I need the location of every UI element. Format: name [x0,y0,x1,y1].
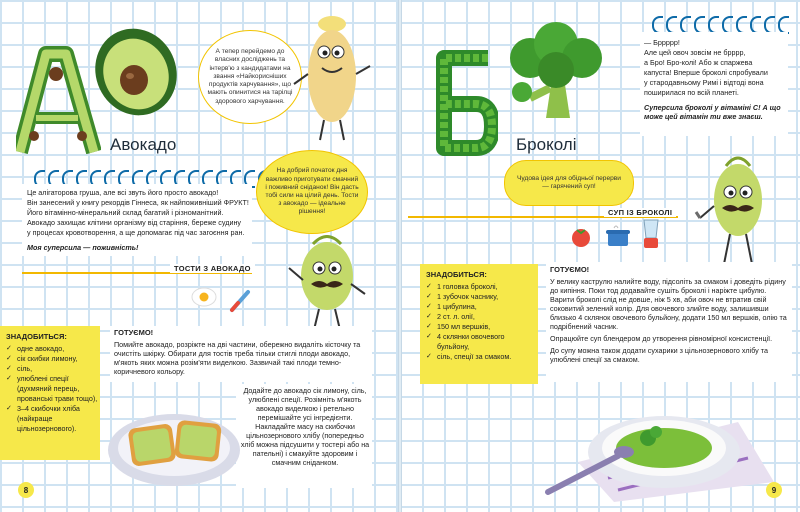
intro-line: поширилася по всій планеті. [644,88,739,97]
cooking-pot-icon [604,224,632,250]
ingredient-item: ✓ одне авокадо, [6,344,98,354]
intro-line: а Бро! Бро-колі! Або ж спаржева [644,58,753,67]
speech-bubble-intro [198,30,302,124]
step-text: Помийте авокадо, розріжте на дві частини, обережно видаліть кісточку та очистіть шкірку. Обирати для тостів треба тільки стиглі плоди авокадо, м'якоть яких можна розім'яти виделкою. Зазвичай такі плоди темно-коричневого кольору. [114,340,361,376]
avocado-letter-illustration [16,44,101,154]
page-number-left: 8 [18,482,34,498]
avocado-half-illustration [90,20,182,120]
intro-line: у процесах кровотворення, а ще допомагає під час загоєння ран. [27,228,245,237]
egg-icon [190,286,218,308]
avocado-steps-a [114,328,370,377]
broccoli-steps [550,265,790,365]
ingredient-item: ✓ 150 мл вершків, [426,322,536,332]
book-spine [398,0,402,512]
ingredient-item: ✓ 1 зубочок часнику, [426,292,536,302]
avocado-superpower: Моя суперсила — поживність! [27,243,139,252]
ingredient-item: ✓ сіль, [6,364,98,374]
ingredients-right [426,270,536,362]
intro-line: Це алігаторова груша, але всі звуть його просто авокадо! [27,188,219,197]
ingredient-item: ✓ 1 головка броколі, [426,282,536,292]
step-text: Додайте до авокадо сік лимону, сіль, улюблені спеції. Розімніть м'якоть авокадо виделкою і ретельно перемішайте усі інгредієнти. Накладайте масу на скибочки цільнозернового хлібу (попередньо хліб можна підсушити у тостері або на пательні) і смакуйте здоровим і смачним сніданком. [240,386,370,467]
intro-line: Він занесений у книгу рекордів Гіннеса, як найпоживніший ФРУКТ! [27,198,249,207]
blender-icon [640,218,662,250]
avocado-title: Авокадо [110,135,177,154]
ingredients-title: ЗНАДОБИТЬСЯ: [426,270,487,279]
avocado-steps-b [240,386,370,468]
broccoli-character-illustration [692,142,782,272]
step-text: До супу можна також додати сухарики з цільнозернового хлібу та улюблені спеції за смаком. [550,346,768,364]
intro-line: у стародавньому Римі і відтоді вона [644,78,764,87]
cook-title: ГОТУЄМО! [550,265,590,274]
ingredient-item: ✓ 4 склянки овочевого бульйону, [426,332,536,352]
intro-line: капуста! Вперше броколі спробували [644,68,768,77]
speech-bubble-intro-text: А тепер перейдемо до власних досліджень та інтерв'ю з кандидатами на звання «Найкорисніших продуктів харчування», що мають опинитися на тарілці здорового харчування. [207,48,293,105]
ingredients-title: ЗНАДОБИТЬСЯ: [6,332,67,341]
knife-icon [228,288,254,314]
ingredients-list [6,344,98,434]
ingredient-item: ✓ 3–4 скибочки хліба (найкраще цільнозернового). [6,404,98,434]
ingredient-item: ✓ улюблені спеції (духмяний перець, прованські трави тощо), [6,374,98,404]
tomato-icon [570,226,592,248]
speech-bubble-breakfast-text: На добрий початок дня важливо приготувати смачний і поживний сніданок! Він дасть тобі сили на цілий день. Тости з авокадо — ідеальне рішення! [265,167,359,216]
ingredient-item: ✓ 1 цибулина, [426,302,536,312]
root-vegetable-character-illustration [290,14,380,144]
broccoli-soup-plate-illustration [538,392,778,502]
ingredients-left [6,332,98,434]
cook-title: ГОТУЄМО! [114,328,154,337]
intro-line: Авокадо захищає клітини організму від старіння, береже судину [27,218,242,227]
ingredient-item: ✓ 2 ст. л. олії, [426,312,536,322]
ingredient-item: ✓ сік скибки лимону, [6,354,98,364]
broccoli-letter-illustration [428,48,498,158]
ingredient-item: ✓ сіль, спеції за смаком. [426,352,536,362]
broccoli-illustration [500,18,610,130]
intro-line: — Бррррр! [644,38,680,47]
recipe-title-broccoli-soup: СУП ІЗ БРОКОЛІ [604,208,676,217]
speech-bubble-breakfast [256,150,368,234]
recipe-title-avocado-toast: ТОСТИ З АВОКАДО [170,264,255,273]
broccoli-intro [644,38,786,122]
speech-bubble-soup [504,160,634,206]
avocado-toast-plate-illustration [104,400,244,490]
step-text: Опрацюйте суп блендером до утворення рівномірної консистенції. [550,334,773,343]
speech-bubble-soup-text: Чудова ідея для обідньої перерви — гарячений суп! [517,174,621,190]
ingredients-list [426,282,536,362]
page-number-right: 9 [766,482,782,498]
intro-line: Але цей овоч зовсім не брррр, [644,48,746,57]
step-text: У велику каструлю налийте воду, підсоліть за смаком і доведіть рідину до кипіння. Поки тод додавайте сушіть броколі і наріжте цибулю. Варити броколі слід не довше, ніж 5 хв, аби овоч не втратив свій соковитий зелений колір. Для овочевого злийте воду, залишивши близько 4 склянок овочевого бульйону, додати 150 мл вершків, олію та подрібнений часник. [550,277,787,331]
right-page [400,0,800,512]
broccoli-superpower: Суперсила броколі у вітаміні С! А що може цей вітамін ти вже знаєш. [644,103,781,121]
broccoli-title: Броколі [516,135,577,154]
intro-line: Його вітамінно-мінеральний склад багатий і різноманітний. [27,208,224,217]
avocado-intro [27,188,252,253]
